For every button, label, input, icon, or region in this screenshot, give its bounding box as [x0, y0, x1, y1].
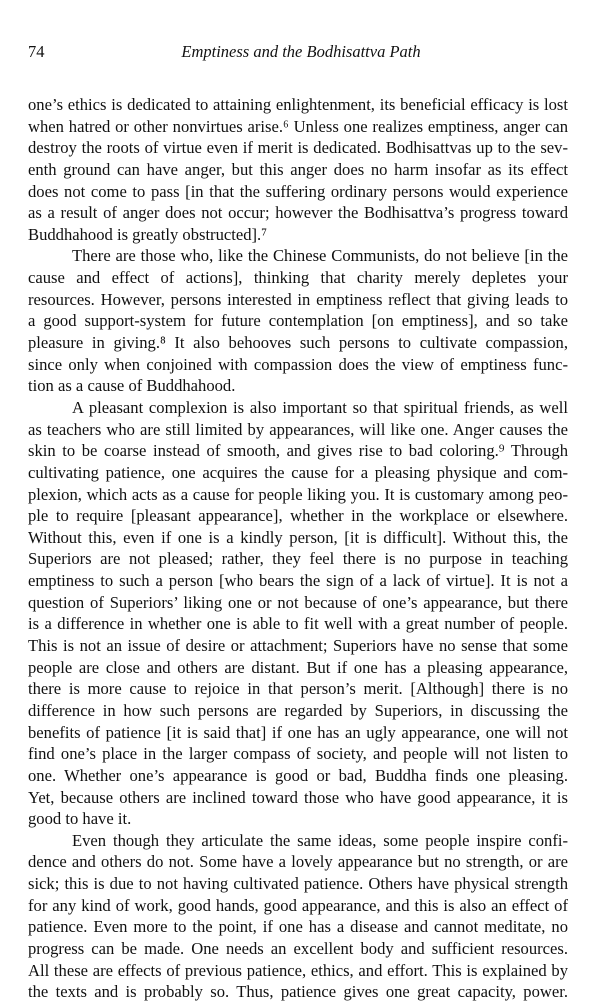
text-line: tion as a cause of Buddhahood.	[28, 376, 236, 396]
text-line: cultivating patience, one acquires the cause for a pleasing physique and com-	[28, 462, 568, 482]
text-line: resources. However, persons interested in emptiness reflect that giving leads to	[28, 289, 568, 309]
text-line: pleasure in giving.⁸ It also behooves such persons to cultivate compassion,	[28, 333, 568, 353]
text-line: Without this, even if one is a kindly person, [it is difficult]. Without this, the	[28, 527, 568, 547]
text-line: one. Whether one’s appearance is good or bad, Buddha finds one pleasing.	[28, 765, 568, 785]
text-line: difference in how such persons are regarded by Superiors, in discussing the	[28, 700, 568, 720]
text-line: This is not an issue of desire or attachment; Superiors have no sense that some	[28, 636, 568, 656]
paragraph	[28, 94, 568, 245]
text-line: one’s ethics is dedicated to attaining enlightenment, its beneficial efficacy is lost	[28, 95, 568, 114]
text-line: emptiness to such a person [who bears the sign of a lack of virtue]. It is not a	[28, 571, 568, 591]
page-number: 74	[28, 42, 45, 61]
text-line: enth ground can have anger, but this anger does no harm insofar as its effect	[28, 159, 568, 179]
text-line: when hatred or other nonvirtues arise.⁶ Unless one realizes emptiness, anger can	[28, 116, 568, 136]
text-line: plexion, which acts as a cause for people liking you. It is customary among peo-	[28, 484, 568, 504]
text-line: is a difference in whether one is able to fit well with a great number of people.	[28, 614, 568, 634]
text-line: as teachers who are still limited by appearances, will like one. Anger causes the	[28, 419, 568, 439]
text-line: cause and effect of actions], thinking that charity merely depletes your	[28, 268, 568, 288]
text-line: people are close and others are distant. But if one has a pleasing appearance,	[28, 657, 568, 677]
text-line: sick; this is due to not having cultivated patience. Others have physical strength	[28, 874, 568, 894]
paragraph	[28, 245, 568, 396]
text-line: question of Superiors’ liking one or not because of one’s appearance, but there	[28, 592, 568, 612]
text-line: progress can be made. One needs an excellent body and sufficient resources.	[28, 938, 568, 958]
text-line: the texts and is probably so. Thus, patience gives one great capacity, power.	[28, 982, 568, 1002]
running-title: Emptiness and the Bodhisattva Path	[181, 42, 421, 61]
paragraph	[28, 830, 568, 1003]
text-line: patience. Even more to the point, if one has a disease and cannot meditate, no	[28, 917, 568, 937]
text-line: for any kind of work, good hands, good appearance, and this is also an effect of	[28, 895, 568, 915]
text-line: A pleasant complexion is also important so that spiritual friends, as well	[72, 397, 568, 417]
text-line: since only when conjoined with compassion does the view of emptiness func-	[28, 354, 568, 374]
text-line: find one’s place in the larger compass of society, and people will not listen to	[28, 744, 568, 764]
body-text	[28, 94, 568, 1003]
text-line: All these are effects of previous patience, ethics, and effort. This is explained by	[28, 960, 568, 980]
text-line: there is more cause to rejoice in that person’s merit. [Although] there is no	[28, 679, 568, 699]
text-line: as a result of anger does not occur; however the Bodhisattva’s progress toward	[28, 203, 568, 223]
text-line: Even though they articulate the same ideas, some people inspire confi-	[72, 830, 568, 850]
text-line: dence and others do not. Some have a lovely appearance but no strength, or are	[28, 852, 568, 872]
text-line: does not come to pass [in that the suffering ordinary persons would experience	[28, 181, 568, 201]
paragraph	[28, 397, 568, 830]
text-line: good to have it.	[28, 809, 132, 829]
text-line: destroy the roots of virtue even if merit is dedicated. Bodhisattvas up to the sev-	[28, 138, 568, 158]
text-line: Yet, because others are inclined toward those who have good appearance, it is	[28, 787, 568, 807]
text-line: There are those who, like the Chinese Communists, do not believe [in the	[72, 246, 568, 266]
text-line: a good support-system for future contemplation [on emptiness], and so take	[28, 311, 568, 331]
text-line: ple to require [pleasant appearance], whether in the workplace or elsewhere.	[28, 506, 568, 526]
text-line: benefits of patience [it is said that] if one has an ugly appearance, one will not	[28, 722, 568, 742]
text-line: skin to be coarse instead of smooth, and gives rise to bad coloring.⁹ Through	[28, 441, 568, 461]
page-header	[28, 42, 566, 66]
text-line: Superiors are not pleased; rather, they feel there is no purpose in teaching	[28, 549, 568, 569]
text-line: Buddhahood is greatly obstructed].⁷	[28, 224, 267, 244]
